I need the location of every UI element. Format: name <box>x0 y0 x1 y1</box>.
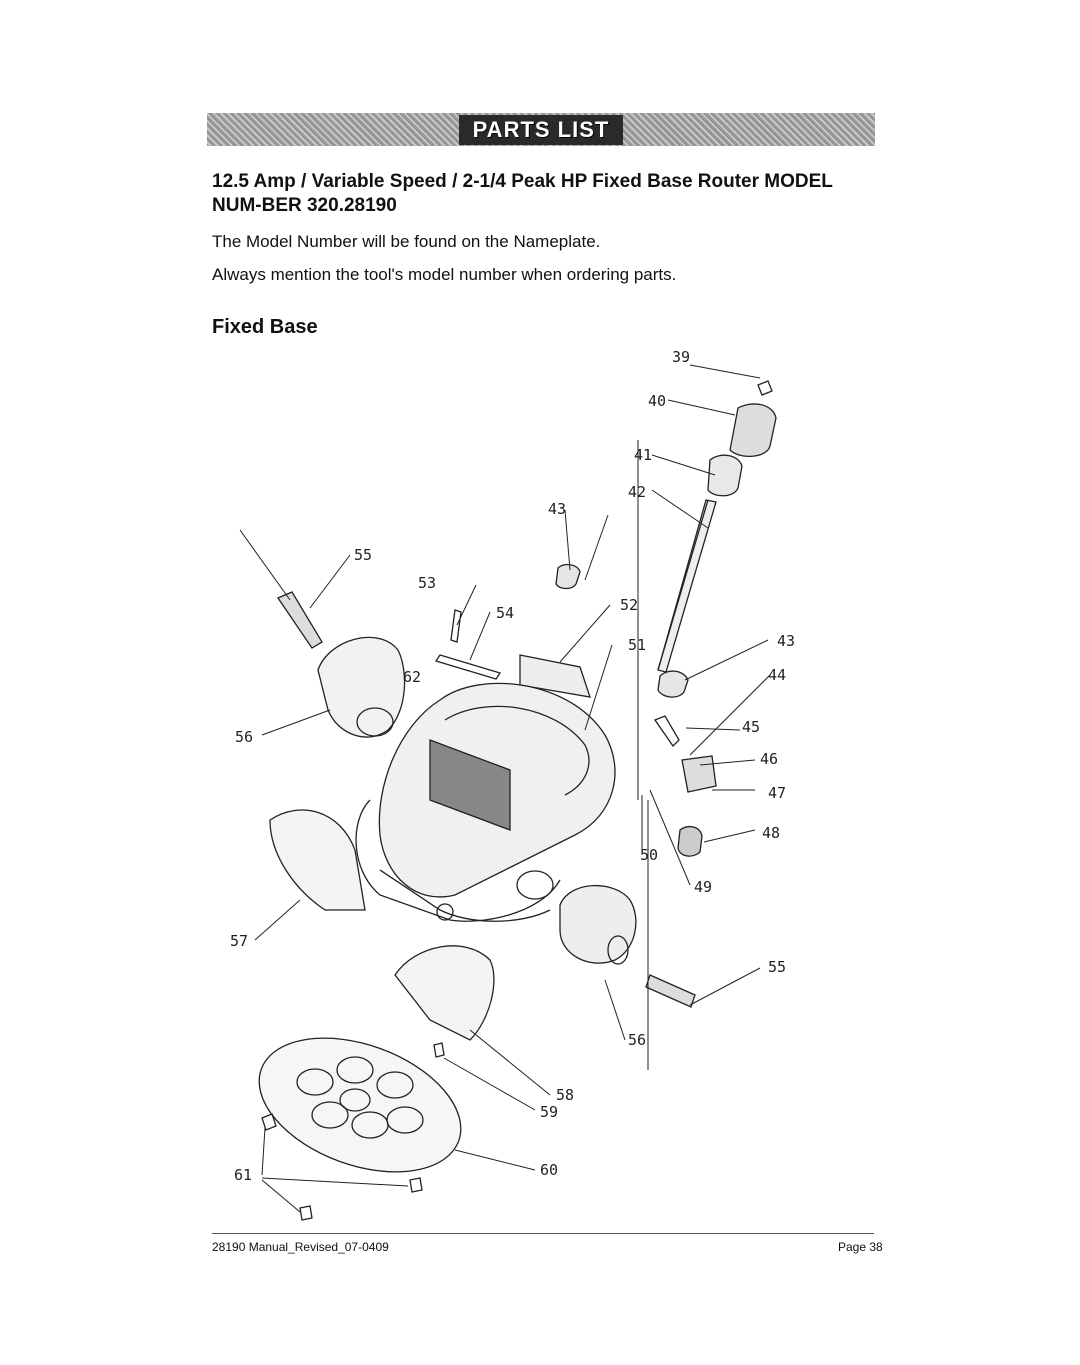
part-label-55: 55 <box>768 958 787 976</box>
page-number: Page 38 <box>838 1240 883 1254</box>
part-label-41: 41 <box>634 446 653 464</box>
part-label-55: 55 <box>354 546 373 564</box>
part-label-52: 52 <box>620 596 639 614</box>
footer-manual-id: 28190 Manual_Revised_07-0409 <box>212 1240 389 1254</box>
footer-divider <box>212 1233 874 1234</box>
part-label-51: 51 <box>628 636 647 654</box>
part-label-42: 42 <box>628 483 647 501</box>
part-label-49: 49 <box>694 878 713 896</box>
part-label-56: 56 <box>628 1031 647 1049</box>
part-label-43: 43 <box>777 632 796 650</box>
depth-knob-assembly <box>658 381 776 672</box>
model-heading: 12.5 Amp / Variable Speed / 2-1/4 Peak HP Fixed Base Router MODEL NUM-BER 320.28190 <box>212 171 833 216</box>
part-label-57: 57 <box>230 932 249 950</box>
part-label-61: 61 <box>234 1166 253 1184</box>
part-label-46: 46 <box>760 750 779 768</box>
part-label-40: 40 <box>648 392 667 410</box>
part-label-48: 48 <box>762 824 781 842</box>
ordering-note: Always mention the tool's model number when ordering parts. <box>212 265 677 284</box>
part-label-58: 58 <box>556 1086 575 1104</box>
part-label-56: 56 <box>235 728 254 746</box>
part-label-59: 59 <box>540 1103 559 1121</box>
nameplate-note: The Model Number will be found on the Nameplate. <box>212 232 601 251</box>
part-label-39: 39 <box>672 348 691 366</box>
part-label-54: 54 <box>496 604 515 622</box>
section-title: Fixed Base <box>212 316 318 338</box>
part-label-62: 62 <box>403 668 422 686</box>
part-label-44: 44 <box>768 666 787 684</box>
part-label-50: 50 <box>640 846 659 864</box>
banner-title: PARTS LIST <box>459 115 624 145</box>
part-label-53: 53 <box>418 574 437 592</box>
part-label-47: 47 <box>768 784 787 802</box>
part-label-45: 45 <box>742 718 761 736</box>
part-label-43: 43 <box>548 500 567 518</box>
part-label-60: 60 <box>540 1161 559 1179</box>
